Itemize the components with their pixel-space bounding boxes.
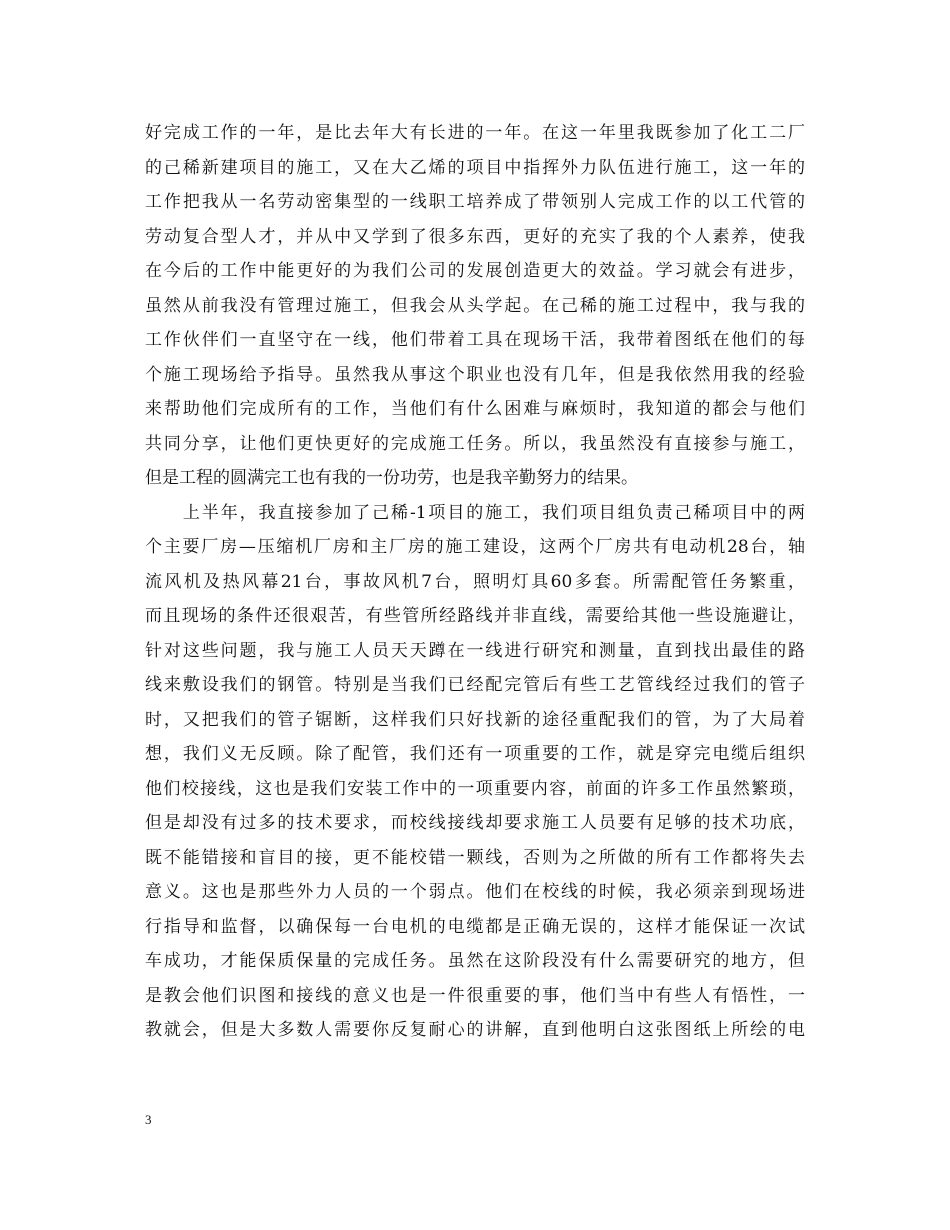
text-line: 共同分享，让他们更快更好的完成施工任务。所以，我虽然没有直接参与施工， — [145, 433, 805, 454]
text-line: 流风机及热风幕21台，事故风机7台，照明灯具60多套。所需配管任务繁重， — [145, 571, 805, 592]
text-line: 的己稀新建项目的施工，又在大乙烯的项目中指挥外力队伍进行施工，这一年的 — [145, 157, 805, 178]
text-line: 车成功，才能保质保量的完成任务。虽然在这阶段没有什么需要研究的地方，但 — [145, 951, 805, 971]
text-line: 个施工现场给予指导。虽然我从事这个职业也没有几年，但是我依然用我的经验 — [145, 364, 805, 385]
text-line: 个主要厂房—压缩机厂房和主厂房的施工建设，这两个厂房共有电动机28台，轴 — [145, 537, 805, 557]
text-line: 线来敷设我们的钢管。特别是当我们已经配完管后有些工艺管线经过我们的管子 — [145, 675, 805, 695]
text-line: 是教会他们识图和接线的意义也是一件很重要的事，他们当中有些人有悟性，一 — [145, 985, 805, 1006]
text-line: 来帮助他们完成所有的工作，当他们有什么困难与麻烦时，我知道的都会与他们 — [145, 399, 805, 419]
text-line: 上半年，我直接参加了己稀-1项目的施工，我们项目组负责己稀项目中的两 — [145, 502, 805, 523]
text-line: 行指导和监督，以确保每一台电机的电缆都是正确无误的，这样才能保证一次试 — [145, 916, 805, 937]
text-line: 好完成工作的一年，是比去年大有长进的一年。在这一年里我既参加了化工二厂 — [145, 123, 805, 143]
text-line: 时，又把我们的管子锯断，这样我们只好找新的途径重配我们的管，为了大局着 — [145, 709, 805, 730]
text-line: 工作伙伴们一直坚守在一线，他们带着工具在现场干活，我带着图纸在他们的每 — [145, 330, 805, 350]
page-number: 3 — [145, 1112, 152, 1127]
text-line: 但是工程的圆满完工也有我的一份功劳，也是我辛勤努力的结果。 — [145, 468, 638, 488]
text-line: 虽然从前我没有管理过施工，但我会从头学起。在己稀的施工过程中，我与我的 — [145, 295, 805, 316]
text-line: 想，我们义无反顾。除了配管，我们还有一项重要的工作，就是穿完电缆后组织 — [145, 744, 805, 764]
text-line: 教就会，但是大多数人需要你反复耐心的讲解，直到他明白这张图纸上所绘的电 — [145, 1020, 805, 1040]
body-text — [145, 116, 805, 1048]
text-line: 他们校接线，这也是我们安装工作中的一项重要内容，前面的许多工作虽然繁琐， — [145, 778, 805, 799]
text-line: 针对这些问题，我与施工人员天天蹲在一线进行研究和测量，直到找出最佳的路 — [145, 640, 805, 661]
text-line: 但是却没有过多的技术要求，而校线接线却要求施工人员要有足够的技术功底， — [145, 813, 805, 833]
text-line: 意义。这也是那些外力人员的一个弱点。他们在校线的时候，我必须亲到现场进 — [145, 882, 805, 902]
text-line: 工作把我从一名劳动密集型的一线职工培养成了带领别人完成工作的以工代管的 — [145, 192, 805, 212]
text-line: 劳动复合型人才，并从中又学到了很多东西，更好的充实了我的个人素养，使我 — [145, 226, 805, 247]
text-line: 既不能错接和盲目的接，更不能校错一颗线，否则为之所做的所有工作都将失去 — [145, 847, 805, 868]
text-line: 而且现场的条件还很艰苦，有些管所经路线并非直线，需要给其他一些设施避让， — [145, 606, 805, 626]
text-line: 在今后的工作中能更好的为我们公司的发展创造更大的效益。学习就会有进步， — [145, 261, 805, 281]
